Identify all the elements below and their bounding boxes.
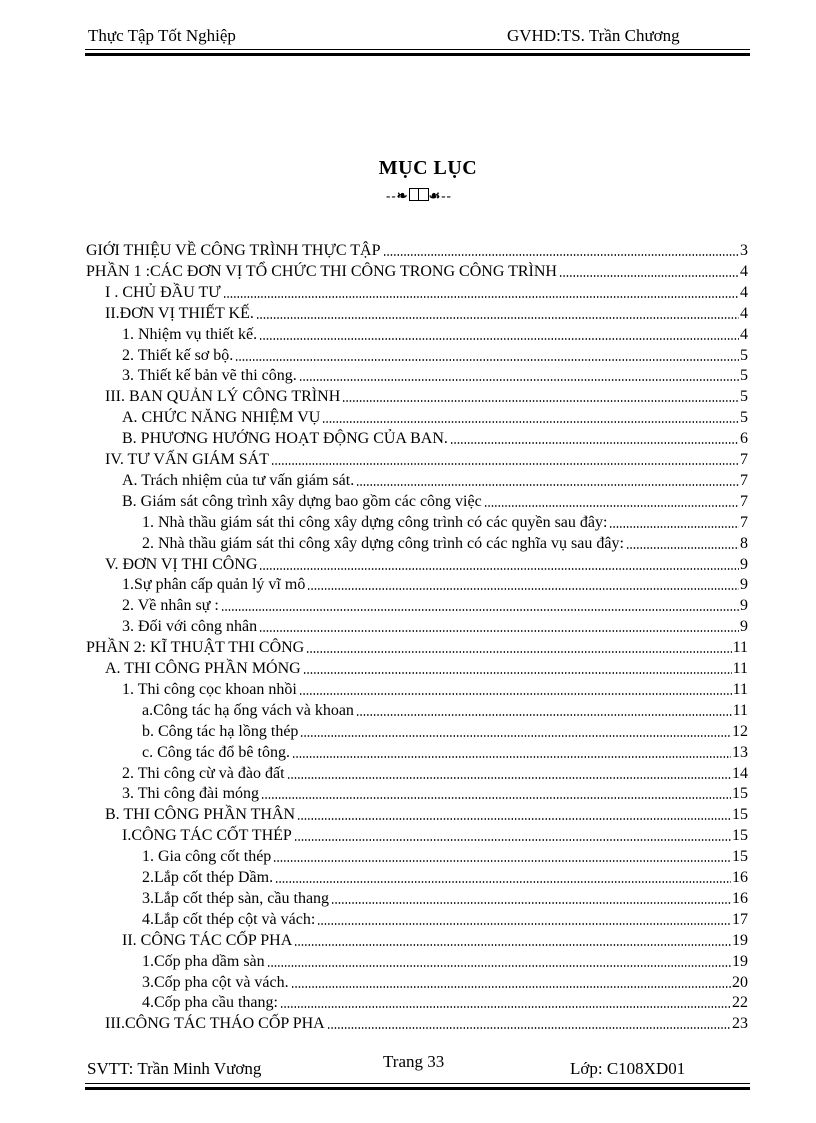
page-title: MỤC LỤC — [378, 157, 478, 179]
toc-entry-title: 2. Thi công cừ và đào đất — [122, 764, 285, 782]
toc-entry-title: 3.Cốp pha cột và vách. — [142, 973, 289, 991]
toc-entry-title: 2. Nhà thầu giám sát thi công xây dựng công trình có các nghĩa vụ sau đây: — [142, 534, 624, 552]
toc-entry — [142, 700, 748, 720]
toc-entry — [105, 449, 748, 469]
toc-entry — [122, 763, 748, 783]
toc-entry — [105, 804, 748, 824]
toc-entry-title: IV. TƯ VẤN GIÁM SÁT — [105, 451, 269, 468]
toc-entry-page: 15 — [732, 827, 748, 845]
toc-dot-leader — [256, 317, 739, 319]
toc-dot-leader — [275, 881, 731, 883]
toc-dot-leader — [317, 923, 731, 925]
toc-entry-page: 5 — [740, 367, 748, 385]
toc-entry — [122, 407, 748, 427]
toc-entry-title: 2. Thiết kế sơ bộ. — [122, 346, 234, 364]
toc-entry-title: 3. Thiết kế bản vẽ thi công. — [122, 367, 297, 385]
toc-dot-leader — [484, 505, 739, 507]
header-rule-thin — [85, 49, 750, 50]
toc-entry-page: 19 — [732, 931, 748, 949]
toc-entry-page: 9 — [740, 597, 748, 615]
toc-entry-page: 9 — [740, 618, 748, 636]
toc-entry — [105, 1013, 748, 1033]
toc-entry-title: A. CHỨC NĂNG NHIỆM VỤ — [122, 409, 321, 427]
toc-entry — [105, 386, 748, 406]
toc-entry — [105, 658, 748, 678]
toc-entry — [122, 428, 748, 448]
toc-dot-leader — [307, 588, 739, 590]
toc-dot-leader — [259, 338, 739, 340]
toc-entry — [86, 240, 748, 260]
toc-entry — [142, 846, 748, 866]
footer-student: SVTT: Trần Minh Vương — [87, 1059, 262, 1078]
toc-entry-page: 20 — [732, 973, 748, 991]
toc-entry — [105, 282, 748, 302]
toc-dot-leader — [450, 442, 739, 444]
toc-entry-page: 16 — [732, 889, 748, 907]
toc-entry-title: II.ĐƠN VỊ THIẾT KẾ. — [105, 304, 254, 322]
toc-entry-page: 15 — [732, 785, 748, 803]
toc-dot-leader — [235, 359, 739, 361]
toc-dot-leader — [342, 400, 739, 402]
toc-entry-title: A. Trách nhiệm của tư vấn giám sát. — [122, 471, 355, 489]
ornament-right: ☙-- — [428, 188, 452, 203]
toc-entry-title: c. Công tác đổ bê tông. — [142, 743, 290, 761]
toc-entry — [122, 574, 748, 594]
toc-entry — [105, 303, 748, 323]
toc-entry-title: V. ĐƠN VỊ THI CÔNG — [105, 555, 258, 573]
toc-entry — [142, 992, 748, 1012]
toc-entry-page: 4 — [740, 262, 748, 280]
toc-entry — [142, 888, 748, 908]
toc-dot-leader — [273, 860, 731, 862]
toc-entry — [122, 595, 748, 615]
toc-entry — [142, 909, 748, 929]
toc-dot-leader — [322, 421, 739, 423]
toc-entry-page: 13 — [732, 743, 748, 761]
toc-dot-leader — [306, 651, 731, 653]
toc-entry-page: 5 — [740, 409, 748, 427]
toc-entry — [122, 783, 748, 803]
toc-entry-page: 7 — [740, 492, 748, 510]
toc-entry-page: 4 — [740, 304, 748, 322]
toc-dot-leader — [291, 986, 731, 988]
toc-entry — [122, 679, 748, 699]
toc-entry-page: 11 — [732, 680, 748, 698]
toc-dot-leader — [559, 275, 739, 277]
toc-entry-title: II. CÔNG TÁC CỐP PHA — [122, 931, 293, 949]
toc-entry-title: b. Công tác hạ lồng thép — [142, 722, 299, 740]
toc-dot-leader — [294, 944, 731, 946]
toc-entry-page: 22 — [732, 994, 748, 1012]
toc-dot-leader — [223, 296, 739, 298]
toc-entry-title: 1. Gia công cốt thép — [142, 848, 272, 866]
toc-entry-title: 3. Thi công đài móng — [122, 785, 260, 803]
toc-dot-leader — [280, 1006, 731, 1008]
book-icon — [409, 188, 429, 201]
toc-entry-page: 19 — [732, 952, 748, 970]
toc-entry — [142, 742, 748, 762]
toc-entry — [122, 491, 748, 511]
toc-dot-leader — [626, 547, 739, 549]
toc-entry — [122, 365, 748, 385]
toc-entry-title: B. THI CÔNG PHẦN THÂN — [105, 806, 296, 824]
toc-dot-leader — [271, 463, 739, 465]
toc-entry-title: 2. Về nhân sự : — [122, 597, 219, 615]
toc-entry — [122, 930, 748, 950]
toc-dot-leader — [259, 568, 739, 570]
footer-rule-thick — [85, 1087, 750, 1090]
toc-entry-page: 14 — [732, 764, 748, 782]
toc-entry-title: B. Giám sát công trình xây dựng bao gồm các công việc — [122, 492, 482, 510]
toc-entry — [122, 345, 748, 365]
toc-entry-title: I.CÔNG TÁC CỐT THÉP — [122, 827, 292, 845]
toc-entry — [105, 554, 748, 574]
toc-entry — [122, 470, 748, 490]
toc-entry-title: 1. Nhà thầu giám sát thi công xây dựng công trình có các quyền sau đây: — [142, 513, 608, 531]
toc-entry-page: 11 — [732, 701, 748, 719]
footer-class: Lớp: C108XD01 — [570, 1059, 686, 1078]
toc-entry-title: III.CÔNG TÁC THÁO CỐP PHA — [105, 1015, 325, 1033]
toc-entry-page: 7 — [740, 513, 748, 531]
toc-entry-title: GIỚI THIỆU VỀ CÔNG TRÌNH THỰC TẬP — [86, 242, 381, 259]
toc-dot-leader — [259, 630, 739, 632]
toc-dot-leader — [356, 714, 732, 716]
toc-entry-title: A. THI CÔNG PHẦN MÓNG — [105, 660, 301, 677]
toc-entry-title: 1.Sự phân cấp quản lý vĩ mô — [122, 576, 306, 594]
toc-entry-title: 1.Cốp pha dầm sàn — [142, 952, 265, 970]
toc-entry-page: 9 — [740, 576, 748, 594]
toc-entry-page: 17 — [732, 910, 748, 928]
toc-entry-page: 7 — [740, 471, 748, 489]
toc-entry-title: 4.Cốp pha cầu thang: — [142, 994, 278, 1012]
toc-dot-leader — [267, 965, 731, 967]
toc-entry-page: 4 — [740, 325, 748, 343]
toc-entry — [86, 261, 748, 281]
toc-dot-leader — [287, 777, 731, 779]
footer-page-number: Trang 33 — [383, 1052, 445, 1071]
header-left-text: Thực Tập Tốt Nghiệp — [88, 26, 236, 45]
toc-dot-leader — [297, 818, 731, 820]
toc-entry-page: 12 — [732, 722, 748, 740]
toc-entry-title: 3. Đối với công nhân — [122, 618, 258, 636]
toc-entry-page: 11 — [732, 660, 748, 677]
toc-entry-page: 7 — [740, 451, 748, 468]
toc-dot-leader — [261, 797, 731, 799]
toc-entry-title: 3.Lắp cốt thép sàn, cầu thang — [142, 889, 330, 907]
toc-entry — [142, 533, 748, 553]
toc-entry-page: 6 — [740, 430, 748, 448]
toc-dot-leader — [327, 1027, 731, 1029]
toc-entry — [122, 324, 748, 344]
toc-dot-leader — [294, 839, 731, 841]
toc-entry-title: I . CHỦ ĐẦU TƯ — [105, 283, 221, 301]
ornament-left: --❧ — [386, 188, 409, 203]
toc-entry-page: 11 — [732, 639, 748, 657]
toc-entry-title: PHẦN 1 :CÁC ĐƠN VỊ TỔ CHỨC THI CÔNG TRONG CÔNG TRÌNH — [86, 262, 557, 280]
toc-entry-page: 23 — [732, 1015, 748, 1033]
toc-entry — [142, 721, 748, 741]
toc-dot-leader — [299, 693, 732, 695]
toc-entry — [142, 512, 748, 532]
toc-dot-leader — [383, 254, 740, 256]
toc-dot-leader — [299, 379, 739, 381]
toc-entry — [142, 951, 748, 971]
toc-entry — [142, 867, 748, 887]
footer-rule-thin — [85, 1083, 750, 1084]
toc-entry-title: III. BAN QUẢN LÝ CÔNG TRÌNH — [105, 388, 341, 406]
toc-dot-leader — [221, 609, 739, 611]
toc-entry — [122, 825, 748, 845]
header-right-text: GVHD:TS. Trần Chương — [507, 26, 680, 45]
toc-dot-leader — [292, 756, 731, 758]
toc-entry — [86, 637, 748, 657]
toc-entry-title: PHẦN 2: KĨ THUẬT THI CÔNG — [86, 639, 305, 657]
toc-entry-page: 3 — [740, 242, 748, 259]
toc-entry-page: 9 — [740, 555, 748, 573]
toc-entry-title: 2.Lắp cốt thép Dầm. — [142, 869, 274, 886]
toc-entry-title: 1. Nhiệm vụ thiết kế. — [122, 325, 258, 343]
toc-dot-leader — [331, 902, 731, 904]
toc-entry-page: 5 — [740, 388, 748, 406]
toc-dot-leader — [356, 484, 739, 486]
toc-entry — [142, 972, 748, 992]
title-ornament — [386, 188, 452, 204]
toc-entry-title: B. PHƯƠNG HƯỚNG HOẠT ĐỘNG CỦA BAN. — [122, 430, 448, 448]
toc-entry-page: 8 — [740, 534, 748, 552]
toc-entry-page: 4 — [740, 283, 748, 301]
toc-entry-title: 1. Thi công cọc khoan nhồi — [122, 680, 297, 698]
toc-dot-leader — [300, 735, 731, 737]
toc-entry — [122, 616, 748, 636]
toc-entry-title: a.Công tác hạ ống vách và khoan — [142, 701, 354, 719]
header-rule-thick — [85, 53, 750, 56]
toc-dot-leader — [303, 672, 732, 674]
toc-dot-leader — [609, 526, 739, 528]
toc-entry-page: 5 — [740, 346, 748, 364]
toc-entry-page: 16 — [732, 869, 748, 886]
toc-entry-page: 15 — [732, 848, 748, 866]
toc-entry-title: 4.Lắp cốt thép cột và vách: — [142, 910, 316, 928]
toc-entry-page: 15 — [732, 806, 748, 824]
